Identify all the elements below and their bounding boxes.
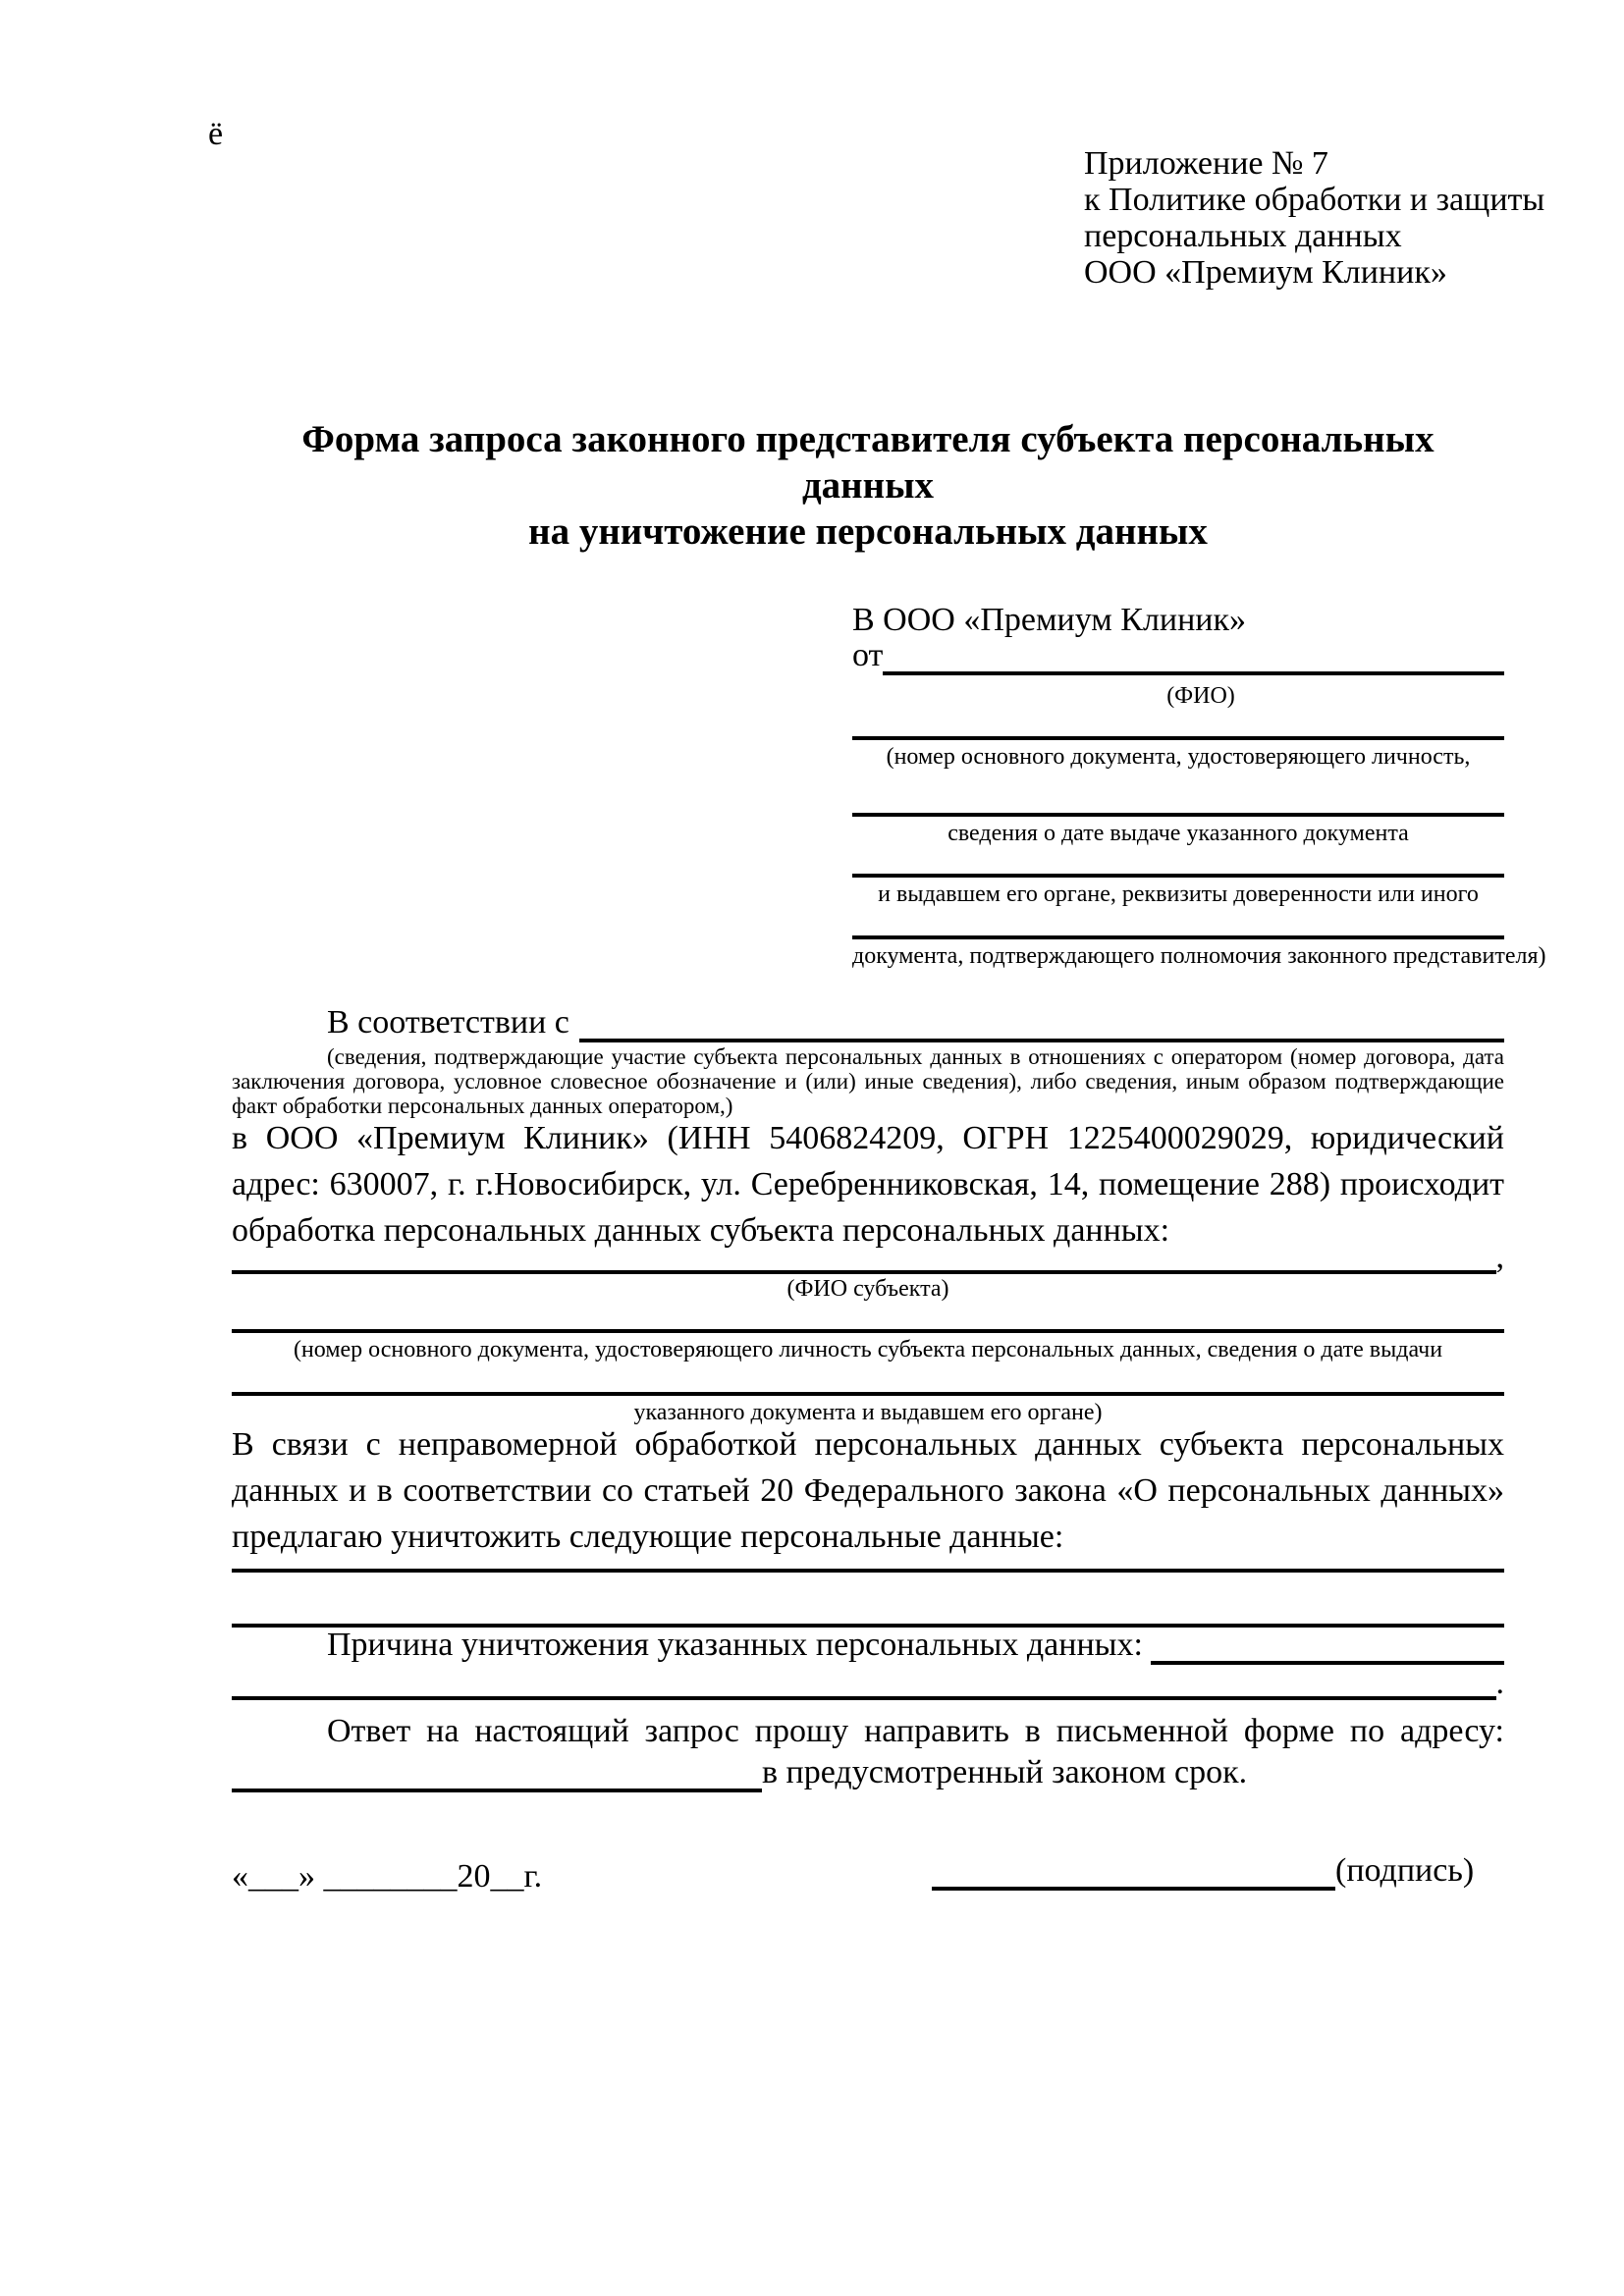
addressee-from-row xyxy=(852,637,1504,675)
fill-in-line xyxy=(852,935,1504,939)
reason-lead: Причина уничтожения указанных персональных данных: xyxy=(327,1627,1143,1663)
trailing-comma: , xyxy=(1495,1239,1504,1275)
doc-caption: документа, подтверждающего полномочия законного представителя) xyxy=(852,943,1546,969)
trailing-period: . xyxy=(1495,1665,1504,1701)
appendix-line: Приложение № 7 xyxy=(1084,145,1328,182)
reply-paragraph: Ответ на настоящий запрос прошу направить в письменной форме по адресу: xyxy=(327,1713,1504,1749)
appendix-line: персональных данных xyxy=(1084,218,1402,254)
signature-row xyxy=(932,1852,1504,1891)
reply-tail-text: в предусмотренный законом срок. xyxy=(762,1754,1248,1790)
signature-line xyxy=(932,1851,1335,1891)
fill-in-line xyxy=(852,813,1504,817)
fill-in-line xyxy=(852,874,1504,878)
date-blank-line: «___» ________20__г. xyxy=(232,1858,543,1895)
reply-tail-row xyxy=(232,1754,1504,1792)
fill-in-line xyxy=(232,1657,1496,1700)
doc-caption: (номер основного документа, удостоверяющего личность, xyxy=(886,744,1471,770)
subject-doc-caption: указанного документа и выдавшем его органе) xyxy=(633,1400,1103,1425)
from-label: от xyxy=(852,637,884,673)
appendix-line: к Политике обработки и защиты xyxy=(1084,182,1545,218)
doc-caption: сведения о дате выдаче указанного документа xyxy=(947,821,1409,846)
stray-char: ё xyxy=(208,116,224,152)
accordance-lead: В соответствии с xyxy=(327,1004,569,1041)
fill-in-line xyxy=(883,636,1504,675)
doc-caption: и выдавшем его органе, реквизиты доверенности или иного xyxy=(878,881,1479,907)
fill-in-line xyxy=(232,1569,1504,1573)
appendix-block xyxy=(1084,145,1544,291)
fill-in-line xyxy=(232,1753,762,1792)
fill-in-line xyxy=(232,1231,1496,1274)
document-title-line1: Форма запроса законного представителя субъекта персональных данных xyxy=(301,418,1435,507)
appendix-line: ООО «Премиум Клиник» xyxy=(1084,254,1447,291)
fill-in-line xyxy=(232,1392,1504,1396)
reason-continuation-row xyxy=(232,1661,1504,1700)
document-title xyxy=(232,416,1504,555)
subject-doc-caption: (номер основного документа, удостоверяющего личность субъекта персональных данных, сведения о дате выдачи xyxy=(293,1337,1443,1362)
signature-caption: (подпись) xyxy=(1335,1852,1475,1889)
document-title-line2: на уничтожение персональных данных xyxy=(528,510,1208,553)
accordance-row xyxy=(232,1005,1504,1042)
fio-caption: (ФИО) xyxy=(1166,683,1235,709)
accordance-note: (сведения, подтверждающие участие субъекта персональных данных в отношениях с оператором (номер договора, дата заключения договора, условное словесное обозначение и (или) иные сведения), либо сведения, иным образом подтверждающие факт обработки персональных данных оператором,) xyxy=(232,1044,1504,1118)
addressee-to: В ООО «Премиум Клиник» xyxy=(852,602,1247,638)
fill-in-line xyxy=(232,1329,1504,1333)
subject-fio-caption: (ФИО субъекта) xyxy=(786,1276,949,1302)
fill-in-line xyxy=(579,1001,1504,1042)
demand-paragraph: В связи с неправомерной обработкой персональных данных субъекта персональных данных и в соответствии со статьей 20 Федерального закона «О персональных данных» предлагаю уничтожить следующие персональные данные: xyxy=(232,1426,1504,1555)
subject-fio-row xyxy=(232,1235,1504,1274)
operator-paragraph: в ООО «Премиум Клиник» (ИНН 5406824209, ОГРН 1225400029029, юридический адрес: 630007, г. г.Новосибирск, ул. Серебренниковская, 14, помещение 288) происходит обработка персональных данных субъекта персональных данных: xyxy=(232,1120,1504,1249)
fill-in-line xyxy=(852,736,1504,740)
